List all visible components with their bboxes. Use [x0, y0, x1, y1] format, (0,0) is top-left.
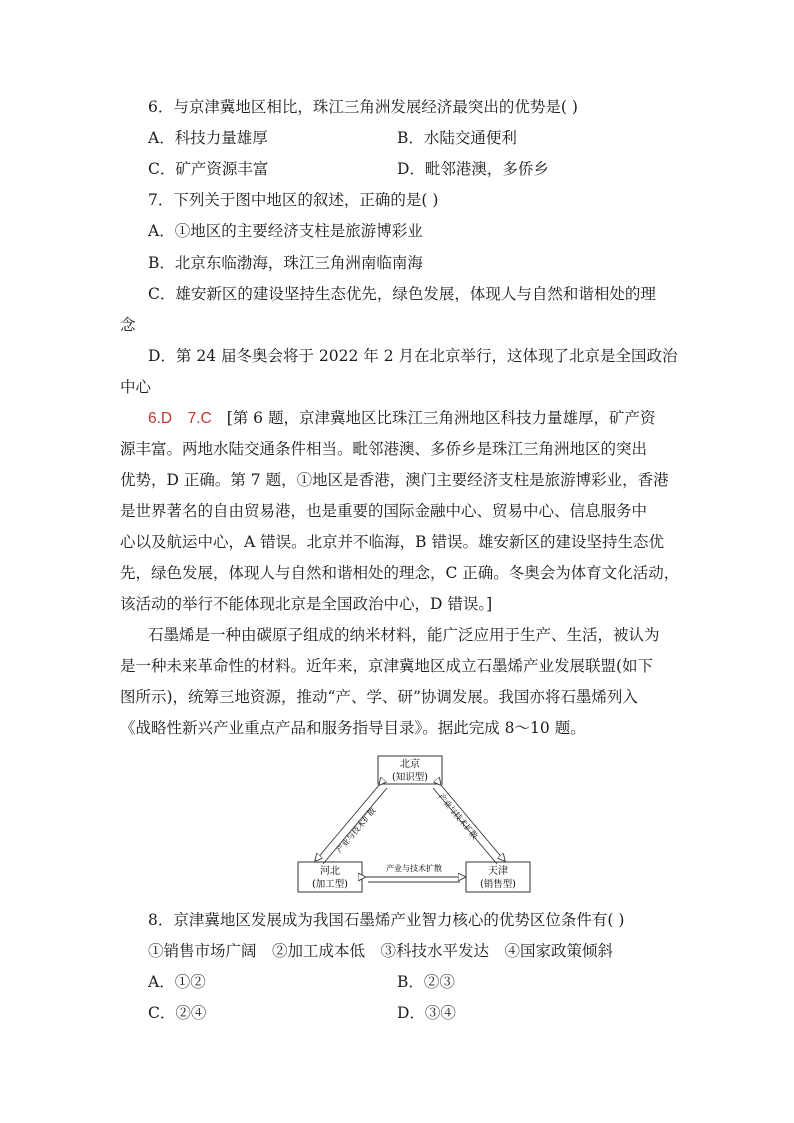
q6-option-c: C．矿产资源丰富 — [148, 160, 269, 178]
q7-option-b: B．北京东临渤海，珠江三角洲南临南海 — [148, 254, 423, 272]
q8-option-a: A．①② — [148, 973, 206, 991]
hebei-type: (加工型) — [312, 879, 348, 890]
tianjin-name: 天津 — [488, 866, 508, 877]
arrow-beijing-hebei — [316, 784, 387, 864]
q8-items: ①销售市场广阔 ②加工成本低 ③科技水平发达 ④国家政策倾斜 — [148, 942, 614, 960]
explanation-line-6: 先，绿色发展，体现人与自然和谐相处的理念，C 正确。冬奥会为体育文化活动， — [120, 564, 680, 582]
explanation-line-3: 优势，D 正确。第 7 题，①地区是香港，澳门主要经济支柱是旅游博彩业，香港 — [120, 471, 669, 489]
beijing-type: (知识型) — [392, 772, 428, 783]
arrow-beijing-tianjin — [433, 784, 504, 864]
q7-option-c: C．雄安新区的建设坚持生态优先，绿色发展，体现人与自然和谐相处的理 — [148, 285, 656, 303]
diagram-svg — [296, 754, 532, 896]
q6-option-a: A．科技力量雄厚 — [148, 129, 268, 147]
beijing-node — [378, 756, 442, 784]
industry-diffusion-diagram — [296, 754, 532, 896]
explanation-line-7: 该活动的举行不能体现北京是全国政治中心，D 错误。] — [120, 595, 493, 613]
label-hebei-tianjin: 产业与技术扩散 — [386, 864, 442, 873]
beijing-name: 北京 — [400, 759, 420, 770]
q7-option-c-cont: 念 — [120, 316, 136, 334]
label-beijing-tianjin: 产业与技术扩散 — [436, 792, 480, 841]
passage-line-4: 《战略性新兴产业重点产品和服务指导目录》。据此完成 8～10 题。 — [120, 719, 586, 737]
hebei-name: 河北 — [320, 866, 340, 877]
explanation-line-4: 是世界著名的自由贸易港，也是重要的国际金融中心、贸易中心、信息服务中 — [120, 502, 648, 520]
hebei-node — [298, 862, 362, 892]
tianjin-type: (销售型) — [480, 879, 516, 890]
q8-option-c: C．②④ — [148, 1004, 207, 1022]
q7-option-d: D．第 24 届冬奥会将于 2022 年 2 月在北京举行，这体现了北京是全国政治 — [148, 347, 678, 365]
q8-stem: 8．京津冀地区发展成为我国石墨烯产业智力核心的优势区位条件有( ) — [148, 911, 625, 929]
tianjin-node — [466, 862, 530, 892]
explanation-line-1: [第 6 题，京津冀地区比珠江三角洲地区科技力量雄厚，矿产资 — [226, 409, 656, 427]
passage-line-2: 是一种未来革命性的材料。近年来，京津冀地区成立石墨烯产业发展联盟(如下 — [120, 657, 654, 675]
q8-option-d: D．③④ — [397, 1004, 456, 1022]
explanation-line-2: 源丰富。两地水陆交通条件相当。毗邻港澳、多侨乡是珠江三角洲地区的突出 — [120, 440, 648, 458]
q7-option-a: A．①地区的主要经济支柱是旅游博彩业 — [148, 222, 423, 240]
q6-option-b: B．水陆交通便利 — [397, 129, 517, 147]
answer-key: 6.D 7.C — [148, 410, 212, 427]
explanation-line-5: 心以及航运中心，A 错误。北京并不临海，B 错误。雄安新区的建设坚持生态优 — [120, 533, 664, 551]
passage-line-1: 石墨烯是一种由碳原子组成的纳米材料，能广泛应用于生产、生活，被认为 — [148, 626, 660, 644]
q6-option-d: D．毗邻港澳，多侨乡 — [397, 160, 549, 178]
passage-line-3: 图所示)，统筹三地资源，推动“产、学、研”协调发展。我国亦将石墨烯列入 — [120, 688, 638, 706]
label-beijing-hebei: 产业与技术扩散 — [334, 806, 378, 855]
arrow-hebei-tianjin — [364, 863, 464, 882]
answer-first-line — [148, 407, 655, 430]
q7-stem: 7．下列关于图中地区的叙述，正确的是( ) — [148, 191, 439, 209]
q6-stem: 6．与京津冀地区相比，珠江三角洲发展经济最突出的优势是( ) — [148, 98, 578, 116]
q8-option-b: B．②③ — [397, 973, 455, 991]
q7-option-d-cont: 中心 — [120, 378, 152, 396]
